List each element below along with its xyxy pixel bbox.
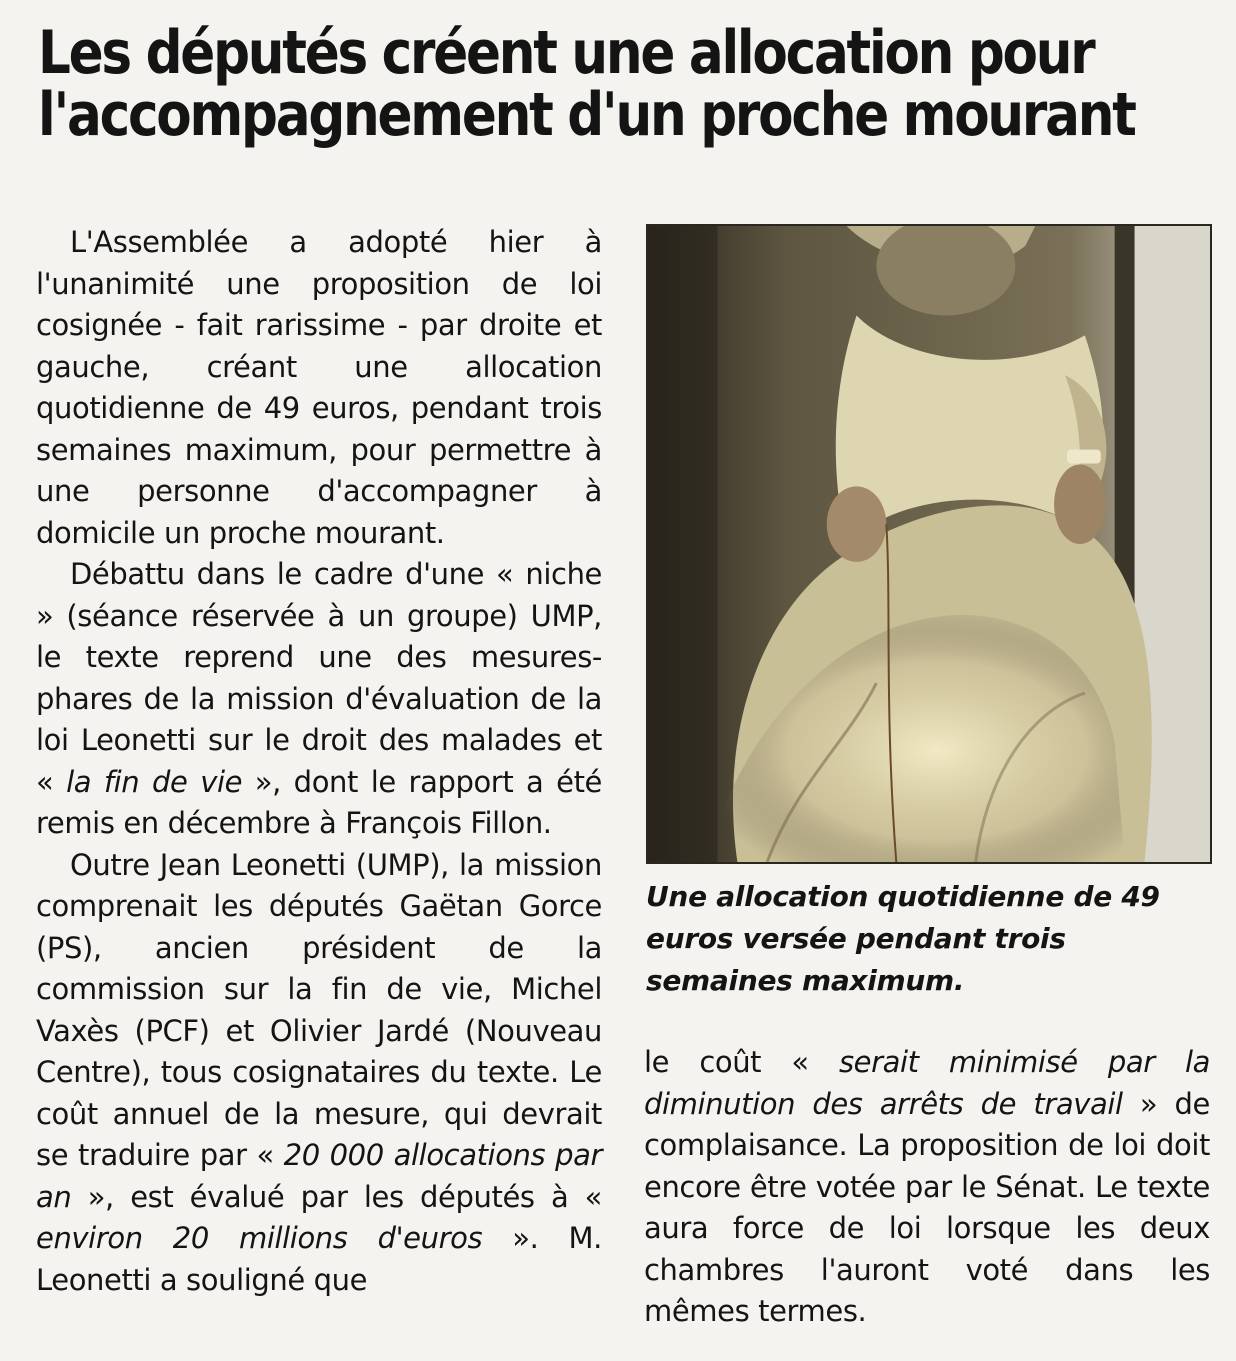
paragraph-continued [644,1042,1210,1333]
right-column [644,1042,1210,1333]
paragraph-3 [36,845,602,1302]
continued-quote: serait minimisé par la diminution des arrêts de travail [644,1045,1210,1121]
continued-text-b: » de complaisance. La proposition de loi doit encore être votée par le Sénat. Le texte aura force de loi lorsque les deux chambres l'auront voté dans les mêmes termes. [644,1086,1210,1328]
paragraph-2-text-b: », dont le rapport a été remis en décembre à François Fillon. [36,764,602,840]
photo-caption: Une allocation quotidienne de 49 euros versée pendant trois semaines maximum. [646,880,1160,997]
headline-line-2: l'accompagnement d'un proche mourant [38,80,1135,150]
left-column [36,222,602,1301]
paragraph-2-quote: la fin de vie [66,764,243,799]
paragraph-2 [36,554,602,845]
paragraph-3-text-c: ». M. Leonetti a souligné que [36,1221,602,1297]
paragraph-2-text-a: Débattu dans le cadre d'une « niche » (séance réservée à un groupe) UMP, le texte reprend une des mesures-phares de la mission d'évaluation de la loi Leonetti sur le droit des malades et « [36,557,602,799]
article-headline [38,18,1135,150]
patient-photo-illustration [648,226,1210,862]
paragraph-3-quote-1: 20 000 allocations par an [36,1138,602,1214]
paragraph-3-text-a: Outre Jean Leonetti (UMP), la mission comprenait les députés Gaëtan Gorce (PS), ancien président de la commission sur la fin de vie, Michel Vaxès (PCF) et Olivier Jardé (Nouveau Centre), tous cosignataires du texte. Le coût annuel de la mesure, qui devrait se traduire par « [36,847,602,1172]
patient-photo [646,224,1212,864]
paragraph-1: L'Assemblée a adopté hier à l'unanimité une proposition de loi cosignée - fait rarissime - par droite et gauche, créant une allocation quotidienne de 49 euros, pendant trois semaines maximum, pour permettre à une personne d'accompagner à domicile un proche mourant. [36,225,602,550]
headline-line-1: Les députés créent une allocation pour [38,18,1094,88]
continued-text-a: le coût « [644,1045,839,1079]
paragraph-3-text-b: », est évalué par les députés à « [71,1179,602,1214]
paragraph-3-quote-2: environ 20 millions d'euros [36,1221,483,1255]
